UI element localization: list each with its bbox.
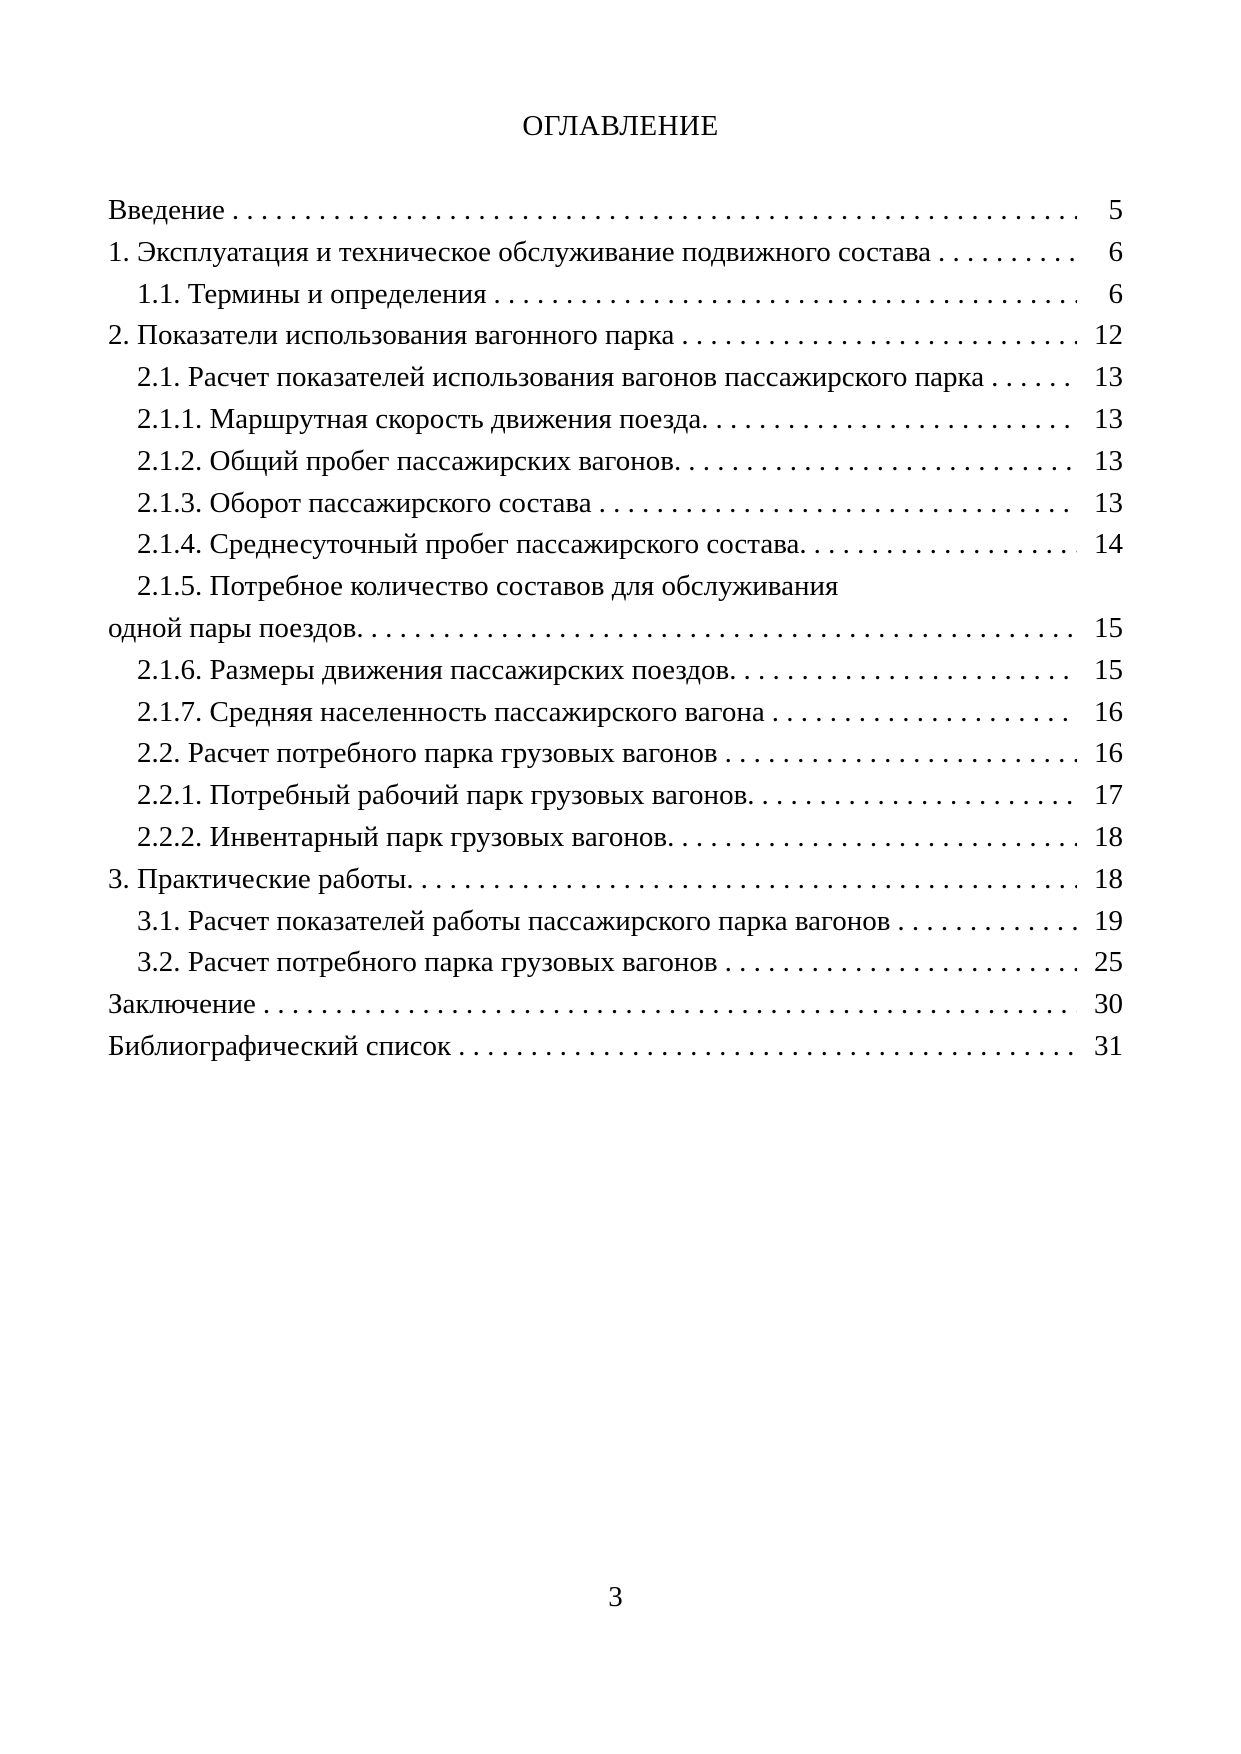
toc-entry-label: 2.1.5. Потребное количество составов для обслуживания [137,570,839,603]
toc-entry-page: 13 [1094,361,1123,394]
toc-entry-label: 3.2. Расчет потребного парка грузовых вагонов [137,946,718,979]
toc-entry [108,608,1123,650]
dot-leader [421,859,1077,901]
toc-entry-page: 6 [1108,235,1123,268]
toc-entry [108,483,1123,525]
toc-entry-label: 2.1.2. Общий пробег пассажирских вагонов. [137,444,682,477]
toc-entry-label: 2.1.4. Среднесуточный пробег пассажирского состава. [137,528,807,561]
toc-entry-label: 2.1.7. Средняя населенность пассажирского вагона [137,695,765,728]
toc-entry [108,441,1123,483]
toc-entry-label: 2.1. Расчет показателей использования вагонов пассажирского парка [137,361,985,394]
toc-entry [108,274,1123,316]
toc-entry-page: 18 [1094,820,1123,853]
toc-entry-label: Введение [108,194,225,226]
dot-leader [772,692,1077,734]
toc-entry [108,984,1123,1026]
toc-entry [108,859,1123,901]
toc-entry-page: 17 [1094,779,1123,812]
toc-entry-label: Заключение [108,988,256,1021]
toc-entry [108,232,1123,274]
toc-entry [108,315,1123,357]
toc-entry [108,399,1123,441]
dot-leader [494,274,1077,316]
dot-leader [371,608,1077,650]
toc-list [108,190,1123,1068]
toc-entry-page: 16 [1094,737,1123,770]
toc-entry-label: 1. Эксплуатация и техническое обслуживание подвижного состава [108,235,932,268]
toc-entry [108,357,1123,399]
dot-leader [725,942,1077,984]
toc-entry-label: 2.1.6. Размеры движения пассажирских поездов. [137,653,737,686]
dot-leader [762,775,1077,817]
dot-leader [716,399,1077,441]
toc-entry-page: 25 [1094,946,1123,979]
toc-entry-page: 12 [1094,319,1123,352]
toc-entry [108,190,1123,232]
toc-entry-page: 14 [1094,528,1123,561]
dot-leader [814,524,1077,566]
toc-entry-page: 19 [1094,904,1123,937]
dot-leader [681,817,1077,859]
toc-entry-page: 18 [1094,862,1123,895]
toc-entry [108,650,1123,692]
toc-entry-label: 2.1.3. Оборот пассажирского состава [137,486,592,519]
dot-leader [938,232,1077,274]
toc-entry [108,524,1123,566]
toc-entry-page: 15 [1094,611,1123,644]
dot-leader [725,733,1077,775]
page-title: ОГЛАВЛЕНИЕ [522,110,719,142]
toc-entry [108,901,1123,943]
dot-leader [744,650,1078,692]
toc-entry-label: 2.2. Расчет потребного парка грузовых вагонов [137,737,718,770]
toc-entry-label: 1.1. Термины и определения [137,277,487,310]
toc-entry-page: 31 [1094,1029,1123,1062]
toc-entry [108,1026,1123,1068]
dot-leader [688,441,1077,483]
toc-entry [108,817,1123,859]
toc-entry [108,692,1123,734]
dot-leader [599,483,1077,525]
toc-entry-page: 13 [1094,486,1123,519]
toc-entry-page: 5 [1108,194,1123,226]
toc-entry-label: 3.1. Расчет показателей работы пассажирского парка вагонов [137,904,891,937]
toc-entry-label: 2.1.1. Маршрутная скорость движения поезда. [137,402,709,435]
toc-entry-label: 3. Практические работы. [108,862,414,895]
dot-leader [458,1026,1077,1068]
toc-entry [108,566,1123,608]
toc-entry-page: 15 [1094,653,1123,686]
toc-entry [108,942,1123,984]
toc-entry-page: 13 [1094,402,1123,435]
toc-entry-label: 2.2.2. Инвентарный парк грузовых вагонов. [137,820,675,853]
dot-leader [897,901,1077,943]
toc-entry-page: 6 [1108,277,1123,310]
toc-entry-label: 2. Показатели использования вагонного парка [108,319,675,352]
toc-entry [108,733,1123,775]
dot-leader [263,984,1077,1026]
toc-entry-page: 16 [1094,695,1123,728]
dot-leader [681,315,1077,357]
toc-entry-label: 2.2.1. Потребный рабочий парк грузовых вагонов. [137,779,755,812]
dot-leader [232,190,1077,232]
toc-entry-page: 30 [1094,988,1123,1021]
toc-entry-label: Библиографический список [108,1029,452,1062]
toc-entry [108,775,1123,817]
toc-entry-label: одной пары поездов. [108,611,364,644]
dot-leader [991,357,1077,399]
toc-entry-page: 13 [1094,444,1123,477]
footer-page-number: 3 [608,1581,623,1613]
